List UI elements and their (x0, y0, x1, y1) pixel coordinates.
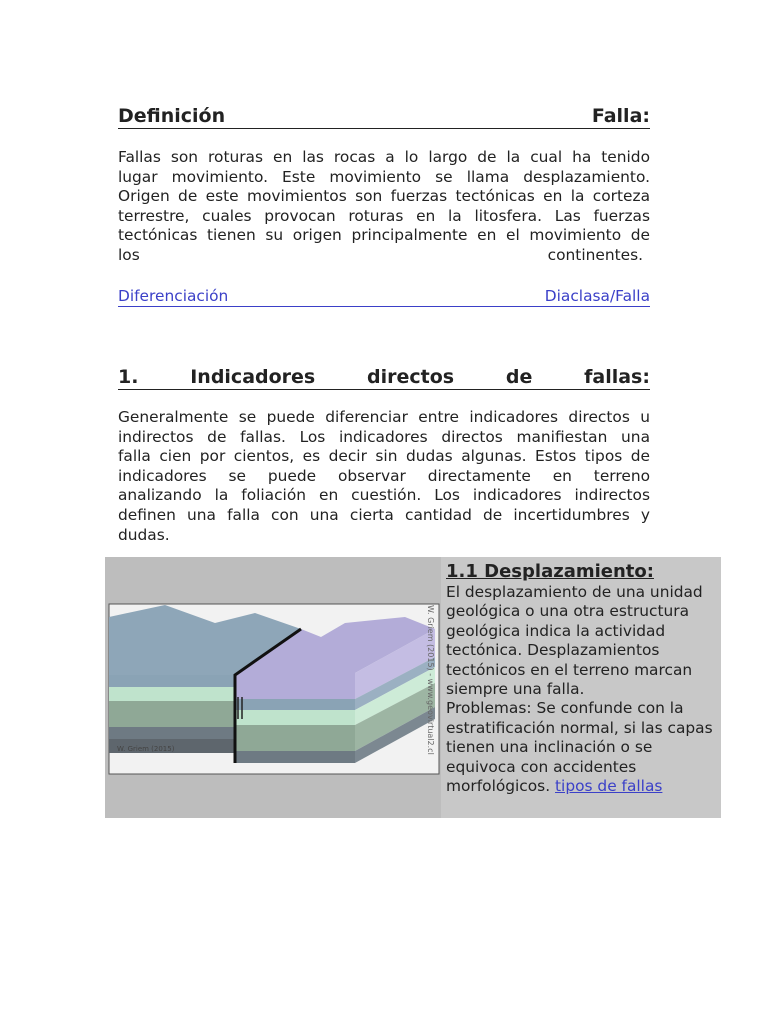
paragraph-line: indicadores se puede observar directamente en terreno (118, 466, 650, 485)
heading-right-text: Falla: (591, 105, 650, 127)
heading-word: fallas: (584, 366, 650, 388)
paragraph-line: analizando la foliación en cuestión. Los indicadores indirectos (118, 486, 650, 505)
paragraph-line: definen una falla con una cierta cantidad de incertidumbres y (118, 505, 650, 524)
panel-body (446, 583, 720, 796)
panel-text (445, 557, 721, 822)
image-credit-corner: W. Griem (2015) (117, 745, 175, 753)
definition-paragraph (118, 148, 650, 266)
paragraph-line: dudas. (118, 525, 170, 544)
heading-word: Indicadores (190, 366, 316, 388)
heading-word: de (505, 366, 533, 388)
link-right-text[interactable]: Diaclasa/Falla (544, 287, 650, 305)
panel-title: 1.1 Desplazamiento: (446, 561, 654, 582)
paragraph-line: lugar movimiento. Este movimiento se llama desplazamiento. (118, 167, 650, 186)
heading-word: directos (367, 366, 455, 388)
paragraph-line: terrestre, cuales provocan roturas en la litosfera. Las fuerzas (118, 206, 650, 225)
fault-block-illustration (105, 557, 441, 818)
link-left-text[interactable]: Diferenciación (118, 287, 229, 305)
paragraph-line: Fallas son roturas en las rocas a lo largo de la cual ha tenido (118, 148, 650, 166)
heading-word: 1. (118, 366, 139, 388)
fault-types-link[interactable]: tipos de fallas (555, 777, 663, 796)
indicators-heading (118, 365, 650, 390)
indicators-paragraph (118, 408, 650, 545)
paragraph-line: falla cien por cientos, es decir sin dudas algunas. Estos tipos de (118, 447, 650, 466)
panel-body-text: El desplazamiento de una unidad geológica o una otra estructura geológica indica la actividad tectónica. Desplazamientos tectónicos en el terreno marcan siempre una falla. (446, 583, 703, 699)
differentiation-link[interactable] (118, 286, 650, 307)
paragraph-line: los continentes. (118, 245, 643, 264)
paragraph-line: Generalmente se puede diferenciar entre indicadores directos u (118, 408, 650, 426)
paragraph-line: indirectos de fallas. Los indicadores directos manifiestan una (118, 427, 650, 446)
definition-heading (118, 104, 650, 129)
heading-left-text: Definición (118, 105, 226, 127)
image-credit-vertical: W. Griem (2015) - www.geovirtual2.cl (426, 605, 435, 755)
paragraph-line: tectónicas tienen su origen principalmente en el movimiento de (118, 226, 650, 245)
displacement-panel (105, 557, 721, 818)
panel-problems-text: Problemas: Se confunde con la estratificación normal, si las capas tienen una inclinación o se equivoca con accidentes morfológicos. (446, 699, 713, 796)
fault-diagram (105, 557, 441, 818)
paragraph-line: Origen de este movimientos son fuerzas tectónicas en la corteza (118, 187, 650, 206)
